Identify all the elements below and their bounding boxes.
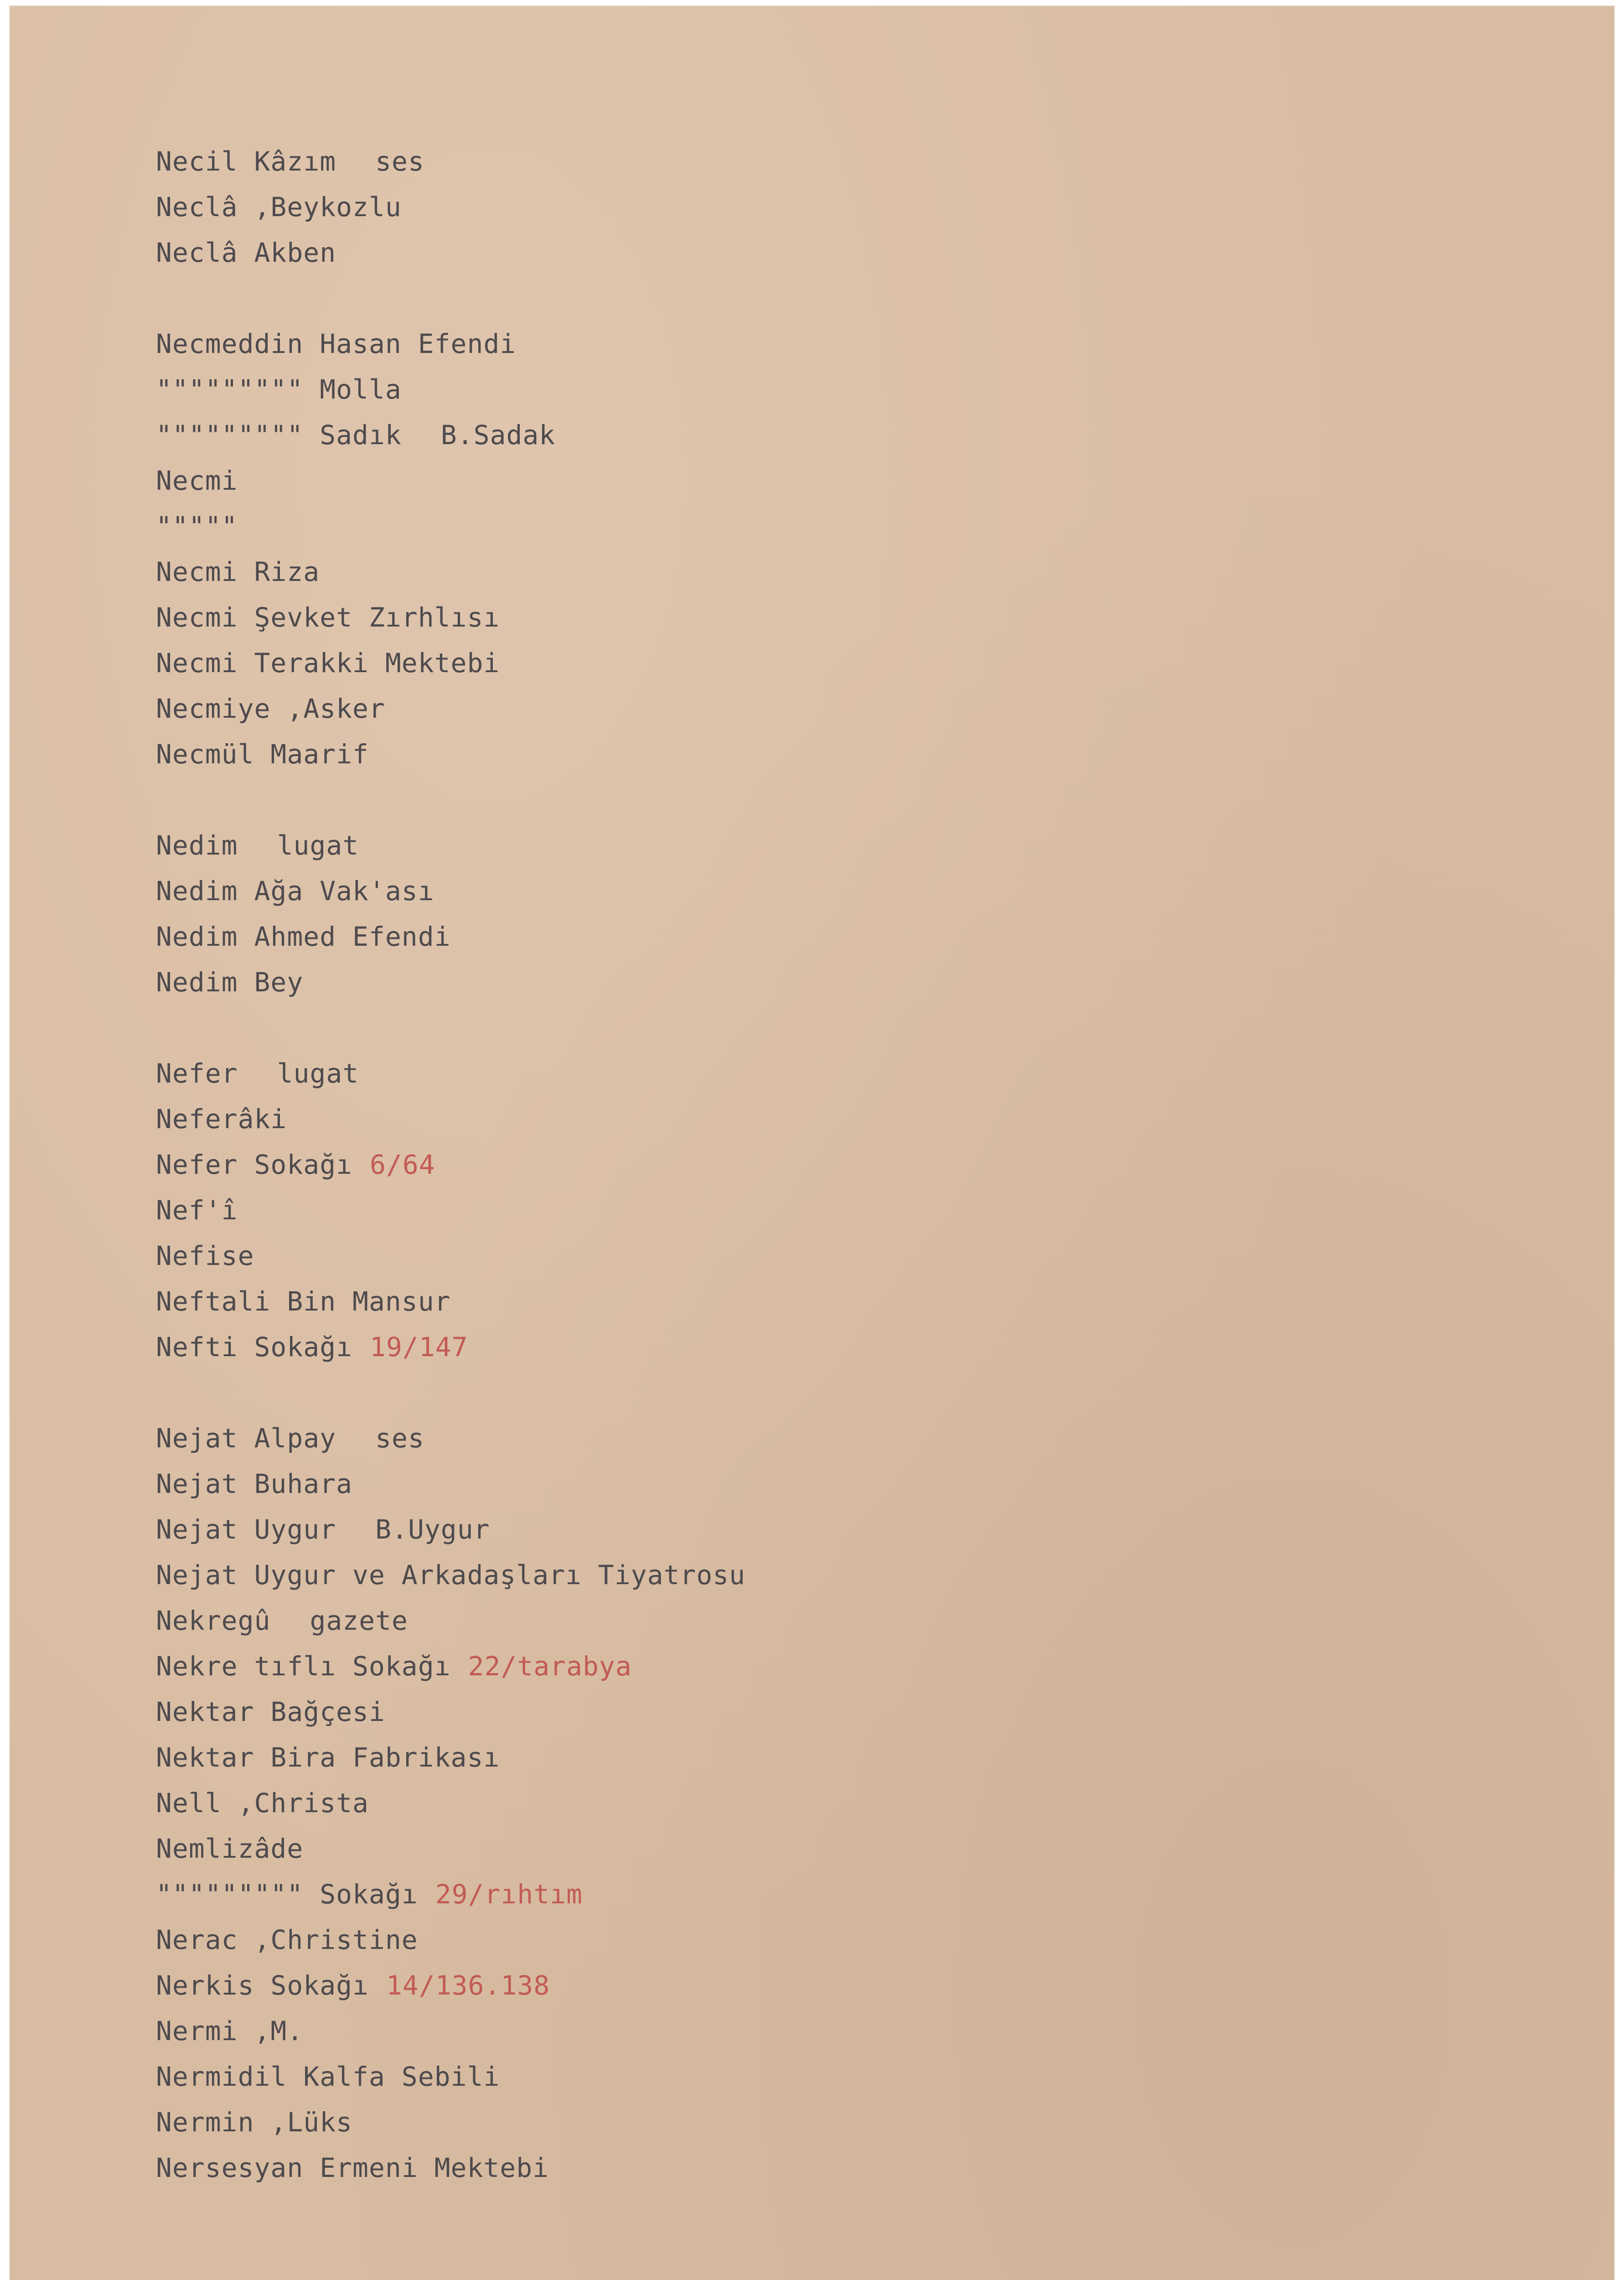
entry-name: Nedim Bey	[156, 967, 304, 998]
index-entry	[156, 1279, 745, 1324]
entry-name: Nerkis Sokağı	[156, 1970, 369, 2001]
index-entry	[156, 1871, 745, 1917]
entry-name: Necil Kâzım	[156, 146, 336, 177]
group-spacer	[156, 1005, 745, 1051]
entry-name: Nedim Ağa Vak'ası	[156, 876, 434, 907]
entry-reference: 29/rıhtım	[435, 1879, 583, 1910]
index-entry	[156, 503, 745, 549]
entry-name: Nejat Buhara	[156, 1468, 353, 1499]
index-entry	[156, 1461, 745, 1507]
index-entry	[156, 139, 745, 184]
index-entry	[156, 1096, 745, 1142]
entry-name: Necmi Terakki Mektebi	[156, 648, 500, 679]
entry-name: Nektar Bağçesi	[156, 1696, 385, 1727]
entry-name: Nejat Uygur	[156, 1514, 336, 1545]
index-entry	[156, 1780, 745, 1826]
index-entry	[156, 321, 745, 367]
entry-name: """"""""" Sadık	[156, 420, 402, 451]
index-entry	[156, 686, 745, 731]
entry-name: Nefti Sokağı	[156, 1332, 353, 1363]
group-spacer	[156, 777, 745, 823]
entry-note: lugat	[277, 1058, 359, 1089]
index-entry	[156, 458, 745, 503]
entry-name: Nekre tıflı Sokağı	[156, 1651, 451, 1682]
entry-name: Nekregû	[156, 1605, 271, 1636]
entry-name: Nedim	[156, 830, 238, 861]
entry-reference: 22/tarabya	[468, 1651, 632, 1682]
entry-name: Nermi ,M.	[156, 2016, 304, 2047]
index-entry	[156, 1507, 745, 1552]
index-entry	[156, 1324, 745, 1370]
index-entry	[156, 367, 745, 412]
entry-name: Nemlizâde	[156, 1833, 304, 1864]
entry-reference: 6/64	[370, 1149, 435, 1180]
index-entry	[156, 1917, 745, 1963]
index-entry	[156, 2099, 745, 2145]
index-entry	[156, 1689, 745, 1735]
index-entry	[156, 412, 745, 458]
entry-name: Necmi	[156, 465, 238, 496]
entry-note: B.Uygur	[375, 1514, 490, 1545]
entry-note: ses	[375, 1423, 424, 1454]
index-entry	[156, 1643, 745, 1689]
entry-name: Necmiye ,Asker	[156, 693, 385, 724]
entry-name: """""	[156, 511, 238, 542]
entry-name: Nef'î	[156, 1195, 238, 1226]
entry-name: Nersesyan Ermeni Mektebi	[156, 2152, 549, 2183]
entry-name: Neclâ ,Beykozlu	[156, 192, 402, 223]
index-entry	[156, 959, 745, 1005]
index-entry	[156, 1142, 745, 1187]
index-entry	[156, 2054, 745, 2099]
entry-name: Nerac ,Christine	[156, 1924, 418, 1955]
index-entry	[156, 1735, 745, 1780]
entry-name: Neclâ Akben	[156, 237, 336, 268]
index-entry	[156, 1187, 745, 1233]
entry-name: Nejat Uygur ve Arkadaşları Tiyatrosu	[156, 1560, 746, 1591]
entry-note: B.Sadak	[440, 420, 556, 451]
index-entry	[156, 184, 745, 230]
entry-name: Nefer	[156, 1058, 238, 1089]
entry-reference: 19/147	[370, 1332, 468, 1363]
index-entry	[156, 823, 745, 868]
entry-name: Necmi Şevket Zırhlısı	[156, 602, 500, 633]
entry-name: """"""""" Molla	[156, 374, 402, 405]
index-entry	[156, 640, 745, 686]
entry-name: Nefer Sokağı	[156, 1149, 353, 1180]
entry-name: Neftali Bin Mansur	[156, 1286, 451, 1317]
index-entry	[156, 595, 745, 640]
group-spacer	[156, 1370, 745, 1415]
index-entry	[156, 1826, 745, 1871]
index-entry	[156, 2145, 745, 2191]
entry-name: Necmeddin Hasan Efendi	[156, 328, 517, 359]
index-entry-list	[156, 139, 745, 2191]
entry-note: lugat	[277, 830, 359, 861]
entry-reference: 14/136.138	[386, 1970, 550, 2001]
entry-name: Nektar Bira Fabrikası	[156, 1742, 500, 1773]
group-spacer	[156, 275, 745, 321]
entry-name: Nedim Ahmed Efendi	[156, 921, 451, 952]
entry-name: Nell ,Christa	[156, 1788, 369, 1819]
index-entry	[156, 1963, 745, 2008]
index-entry	[156, 1415, 745, 1461]
index-entry	[156, 1552, 745, 1598]
entry-name: Necmül Maarif	[156, 739, 369, 770]
entry-name: Neferâki	[156, 1104, 287, 1135]
typewritten-index-sheet	[10, 6, 1614, 2280]
index-entry	[156, 549, 745, 595]
entry-note: ses	[375, 146, 424, 177]
index-entry	[156, 2008, 745, 2054]
entry-name: Nermidil Kalfa Sebili	[156, 2061, 500, 2092]
index-entry	[156, 1051, 745, 1096]
index-entry	[156, 868, 745, 914]
entry-name: Necmi Riza	[156, 556, 320, 587]
index-entry	[156, 1233, 745, 1279]
index-entry	[156, 731, 745, 777]
entry-note: gazete	[310, 1605, 408, 1636]
index-entry	[156, 914, 745, 959]
index-entry	[156, 230, 745, 275]
entry-name: """"""""" Sokağı	[156, 1879, 418, 1910]
entry-name: Nejat Alpay	[156, 1423, 336, 1454]
index-entry	[156, 1598, 745, 1643]
entry-name: Nermin ,Lüks	[156, 2107, 353, 2138]
entry-name: Nefise	[156, 1240, 254, 1271]
